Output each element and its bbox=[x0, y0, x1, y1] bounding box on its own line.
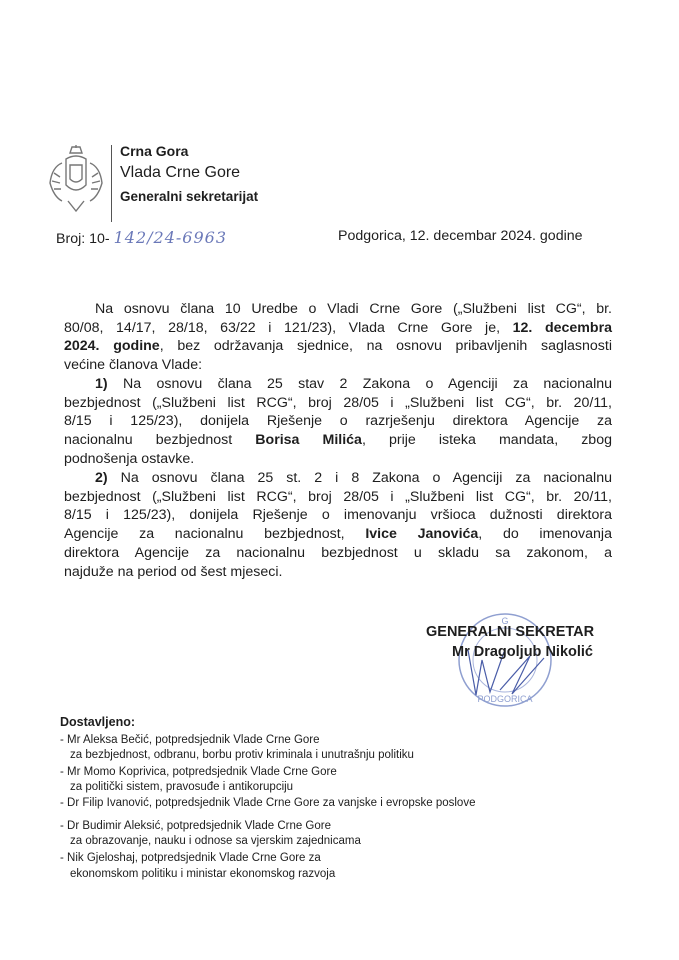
item-2-line: Agencije za nacionalnu bezbjednost, Ivice Janovića, do imenovanja bbox=[64, 526, 612, 542]
bold-year: 2024. godine bbox=[64, 338, 160, 354]
item-2-line: najduže na period od šest mjeseci. bbox=[64, 564, 283, 580]
signature-name: Mr Dragoljub Nikolić bbox=[452, 644, 593, 660]
item-2-line: bezbjednost („Službeni list RCG“, broj 28/05 i „Službeni list CG“, br. 20/11, bbox=[64, 489, 612, 505]
place-date: Podgorica, 12. decembar 2024. godine bbox=[338, 228, 583, 244]
letterhead-divider bbox=[111, 145, 112, 222]
item-1-line: nacionalnu bezbjednost Borisa Milića, prije isteka mandata, zbog bbox=[64, 432, 612, 448]
item-1-line: bezbjednost („Službeni list RCG“, broj 28/05 i „Službeni list CG“, br. 20/11, bbox=[64, 395, 612, 411]
signature-title: GENERALNI SEKRETAR bbox=[426, 624, 595, 640]
paragraph-line: Na osnovu člana 10 Uredbe o Vladi Crne Gore („Službeni list CG“, br. bbox=[95, 301, 612, 317]
distribution-item: za bezbjednost, odbranu, borbu protiv kriminala i unutrašnju politiku bbox=[70, 749, 414, 761]
distribution-item: - Mr Momo Koprivica, potpredsjednik Vlade Crne Gore bbox=[60, 766, 337, 778]
distribution-item: - Mr Aleksa Bečić, potpredsjednik Vlade Crne Gore bbox=[60, 734, 320, 746]
item-1-line: 8/15 i 125/23), donijela Rješenje o razrješenju direktora Agencije za bbox=[64, 413, 612, 429]
dismissed-person: Borisa Milića bbox=[255, 432, 362, 448]
item-1-number: 1) bbox=[95, 376, 108, 392]
document-number bbox=[56, 228, 227, 247]
item-2-line: 8/15 i 125/23), donijela Rješenje o imenovanju vršioca dužnosti direktora bbox=[64, 507, 612, 523]
distribution-item: za politički sistem, pravosuđe i antikorupciju bbox=[70, 781, 294, 793]
coat-of-arms-emblem bbox=[48, 143, 104, 215]
header-government: Vlada Crne Gore bbox=[120, 164, 241, 181]
item-1-line: podnošenja ostavke. bbox=[64, 451, 195, 467]
svg-text:G: G bbox=[501, 616, 509, 626]
header-country: Crna Gora bbox=[120, 143, 189, 159]
distribution-item: - Dr Budimir Aleksić, potpredsjednik Vlade Crne Gore bbox=[60, 820, 332, 832]
stamp-text: PODGORICA bbox=[477, 694, 533, 704]
distribution-item: za obrazovanje, nauku i odnose sa vjerskim zajednicama bbox=[70, 835, 361, 847]
item-2-line: direktora Agencije za nacionalnu bezbjednost u skladu sa zakonom, a bbox=[64, 545, 612, 561]
distribution-heading: Dostavljeno: bbox=[60, 715, 136, 729]
handwritten-number: 142/24-6963 bbox=[113, 228, 227, 247]
paragraph-line: 80/08, 14/17, 28/18, 63/22 i 121/23), Vlada Crne Gore je, 12. decembra bbox=[64, 320, 612, 336]
distribution-item: - Dr Filip Ivanović, potpredsjednik Vlade Crne Gore za vanjske i evropske poslove bbox=[60, 797, 476, 809]
distribution-item: ekonomskom politiku i ministar ekonomskog razvoja bbox=[70, 868, 336, 880]
header-office: Generalni sekretarijat bbox=[120, 189, 259, 204]
item-2-number: 2) bbox=[95, 470, 108, 486]
paragraph-line: većine članova Vlade: bbox=[64, 357, 203, 373]
item-1-line: 1) Na osnovu člana 25 stav 2 Zakona o Agenciji za nacionalnu bbox=[95, 376, 613, 392]
number-label: Broj: 10- bbox=[56, 231, 110, 247]
bold-date: 12. decembra bbox=[512, 320, 612, 336]
distribution-item: - Nik Gjeloshaj, potpredsjednik Vlade Crne Gore za bbox=[60, 852, 321, 864]
appointed-person: Ivice Janovića bbox=[365, 526, 479, 542]
paragraph-line: 2024. godine, bez održavanja sjednice, na osnovu pribavljenih saglasnosti bbox=[64, 338, 612, 354]
item-2-line: 2) Na osnovu člana 25 st. 2 i 8 Zakona o Agenciji za nacionalnu bbox=[95, 470, 612, 486]
